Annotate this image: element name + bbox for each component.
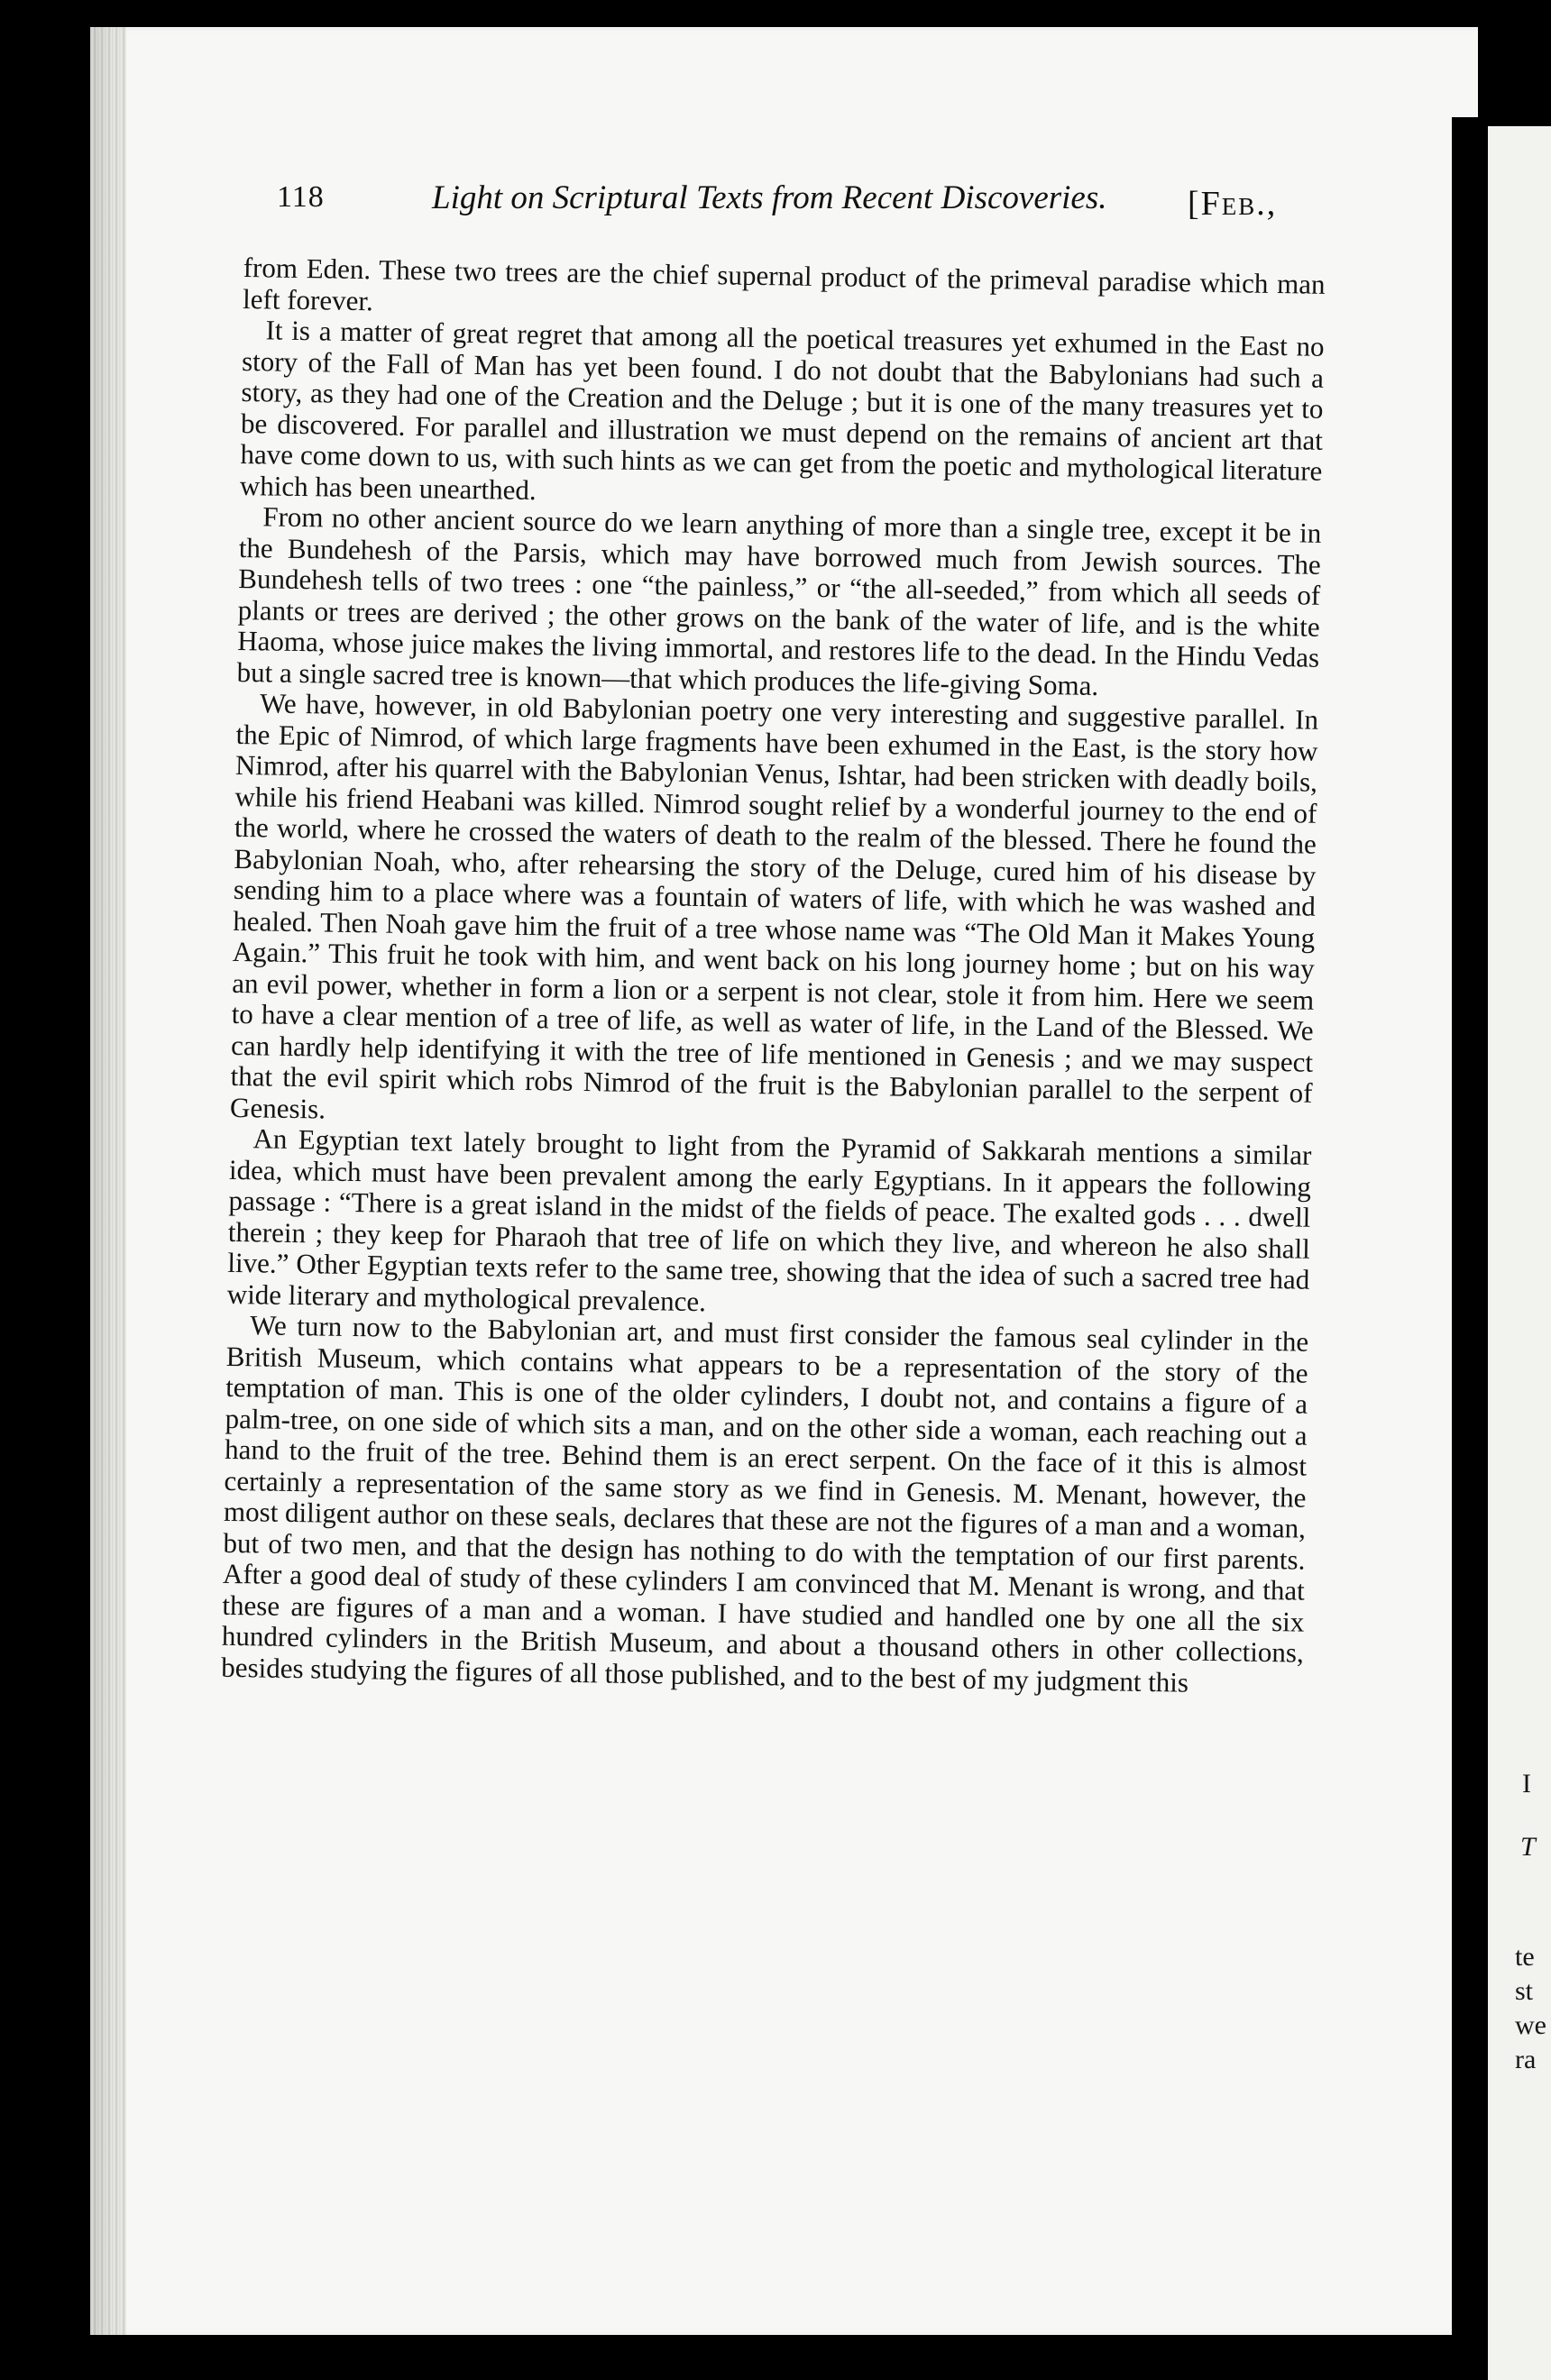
paragraph: It is a matter of great regret that among all the poetical treasures yet exhumed in the East no story of the Fall of Man has yet been found. I do not doubt that the Babylonians had such a story, as they had one of the Creation and the Deluge ; but it is one of the many treasures yet to be discovered. For parallel and illustration we must depend on the remains of ancient art that have come down to us, with such hints as we can get from the poetic and mythological literature which has been unearthed. xyxy=(239,314,1325,506)
adjacent-text-fragment: we xyxy=(1515,2010,1546,2040)
paragraph: We turn now to the Babylonian art, and must first consider the famous seal cylinder in the British Museum, which contains what appears to be a representation of the story of the temptation of man. This is one of the older cylinders, I doubt not, and contains a figure of a palm-tree, on one side of which sits a man, and on the other side a woman, each reaching out a hand to the fruit of the tree. Behind them is an erect serpent. On the face of it this is almost certainly a representation of the same story as we find in Genesis. M. Menant, however, the most diligent author on these seals, declares that these are not the figures of a man and a woman, but of two men, and that the design has nothing to do with the temptation of our first parents. After a good deal of study of these cylinders I am convinced that M. Menant is wrong, and that these are figures of a man and a woman. I have studied and handled one by one all the six hundred cylinders in the British Museum, and about a thousand others in other collections, besides studying the figures of all those published, and to the best of my judgment this xyxy=(221,1309,1309,1698)
body-text xyxy=(221,252,1326,1700)
running-date: [Feb., xyxy=(1188,185,1278,223)
adjacent-text-fragment: te xyxy=(1515,1942,1535,1972)
paragraph: from Eden. These two trees are the chief supernal product of the primeval paradise which man left forever. xyxy=(242,252,1326,316)
paragraph: An Egyptian text lately brought to light from the Pyramid of Sakkarah mentions a similar idea, which must have been prevalent among the early Egyptians. In it appears the following passage : “There is a great island in the midst of the fields of peace. The exalted gods . . . dwell therein ; they keep for Pharaoh that tree of life on which they live, and whereon he also shall live.” Other Egyptian texts refer to the same tree, showing that the idea of such a sacred tree had wide literary and mythological prevalence. xyxy=(226,1122,1312,1317)
adjacent-text-fragment: T xyxy=(1520,1832,1536,1862)
running-title: Light on Scriptural Texts from Recent Discoveries. xyxy=(432,179,1107,216)
adjacent-text-fragment: I xyxy=(1522,1769,1531,1799)
paragraph: We have, however, in old Babylonian poetry one very interesting and suggestive parallel. In the Epic of Nimrod, of which large fragments have been exhumed in the East, is the story how Nimrod, after his quarrel with the Babylonian Venus, Ishtar, had been stricken with deadly boils, while his friend Heabani was killed. Nimrod sought relief by a wonderful journey to the end of the world, where he crossed the waters of death to the realm of the blessed. There he found the Babylonian Noah, who, after rehearsing the story of the Deluge, cured him of his disease by sending him to a place where was a fountain of waters of life, with which he was washed and healed. Then Noah gave him the fruit of a tree whose name was “The Old Man it Makes Young Again.” This fruit he took with him, and went back on his long journey home ; but on his way an evil power, whether in form a lion or a serpent is not clear, stole it from him. Here we seem to have a clear mention of a tree of life, as well as water of life, in the Land of the Blessed. We can hardly help identifying it with the tree of life mentioned in Genesis ; and we may suspect that the evil spirit which robs Nimrod of the fruit is the Babylonian parallel to the serpent of Genesis. xyxy=(229,687,1319,1125)
adjacent-text-fragment: st xyxy=(1515,1976,1534,2006)
adjacent-text-fragment: ra xyxy=(1515,2045,1537,2074)
page-binding-edge xyxy=(90,27,126,2335)
page-number: 118 xyxy=(277,180,325,214)
running-header xyxy=(277,173,1359,236)
paragraph: From no other ancient source do we learn anything of more than a single tree, except it be in the Bundehesh of the Parsis, which may have borrowed much from Jewish sources. The Bundehesh tells of two trees : one “the painless,” or “the all-seeded,” from which all seeds of plants or trees are derived ; the other grows on the bank of the water of life, and is the white Haoma, whose juice makes the living immortal, and restores life to the dead. In the Hindu Vedas but a single sacred tree is known—that which produces the life-giving Soma. xyxy=(236,500,1322,701)
